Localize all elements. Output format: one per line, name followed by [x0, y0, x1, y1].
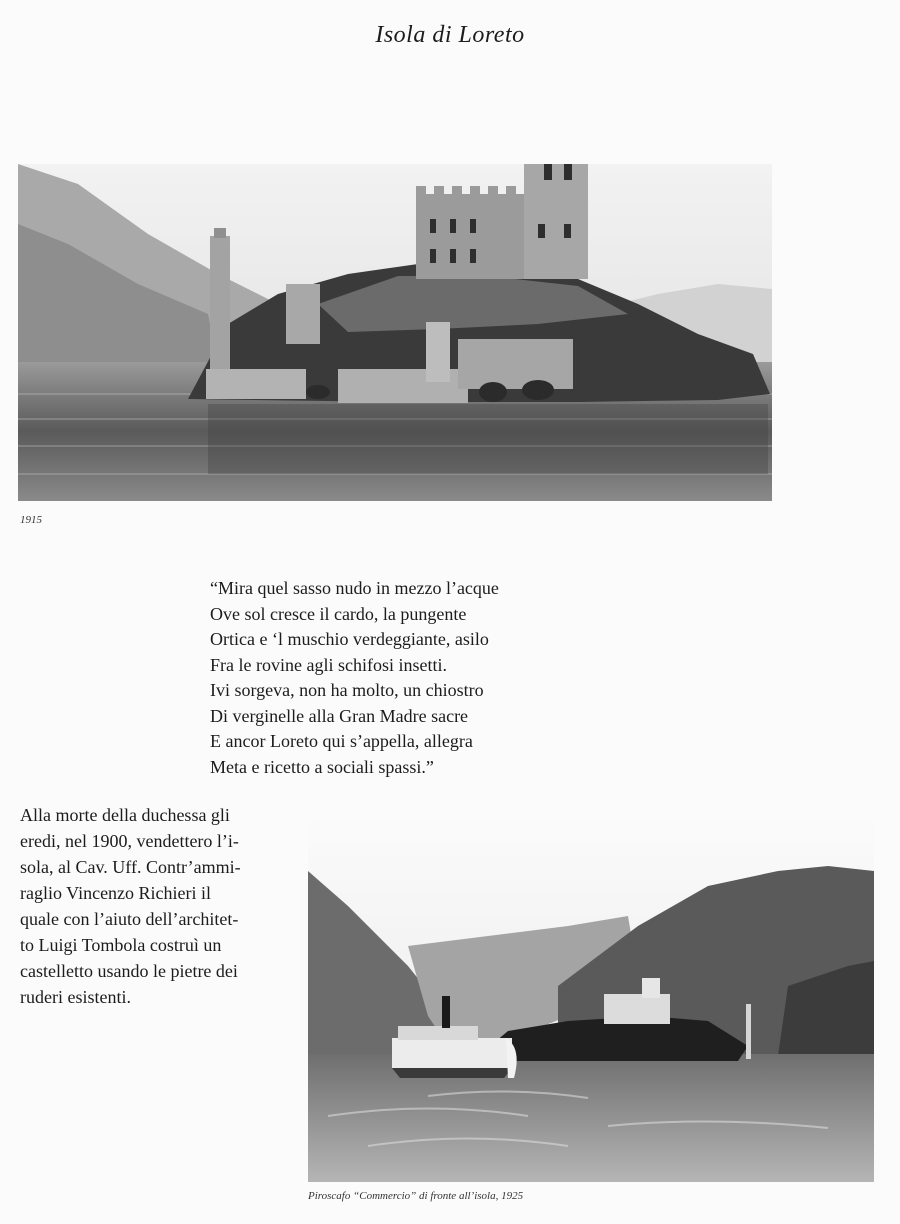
photo-caption-1925: Piroscafo “Commercio” di fronte all’isola, 1925	[308, 1190, 524, 1202]
poem-line: Di verginelle alla Gran Madre sacre	[210, 705, 469, 726]
prose-line: Alla morte della duchessa gli	[20, 805, 230, 825]
prose-line: castelletto usando le pietre dei	[20, 961, 238, 981]
prose-line: quale con l’aiuto dell’architet-	[20, 909, 239, 929]
prose-paragraph	[20, 802, 288, 1010]
photo-castle-1915	[18, 164, 772, 501]
steamer-photo-illustration	[308, 816, 874, 1182]
prose-line: sola, al Cav. Uff. Contr’ammi-	[20, 857, 241, 877]
castle-photo-illustration	[18, 164, 772, 501]
prose-line: raglio Vincenzo Richieri il	[20, 883, 212, 903]
poem-line: Ove sol cresce il cardo, la pungente	[210, 603, 467, 624]
prose-line: to Luigi Tombola costruì un	[20, 935, 222, 955]
poem-line: Ivi sorgeva, non ha molto, un chiostro	[210, 680, 484, 700]
poem-line: E ancor Loreto qui s’appella, allegra	[210, 731, 473, 751]
poem-block	[210, 576, 499, 780]
photo-caption-1915: 1915	[20, 514, 42, 526]
prose-line: ruderi esistenti.	[20, 987, 131, 1007]
poem-line: Fra le rovine agli schifosi insetti.	[210, 654, 447, 675]
prose-line: eredi, nel 1900, vendettero l’i-	[20, 831, 239, 851]
page-title: Isola di Loreto	[375, 22, 525, 48]
poem-line: “Mira quel sasso nudo in mezzo l’acque	[210, 578, 499, 598]
poem-line: Meta e ricetto a sociali spassi.”	[210, 756, 434, 777]
photo-steamer-1925	[308, 816, 874, 1182]
poem-line: Ortica e ‘l muschio verdeggiante, asilo	[210, 629, 489, 649]
